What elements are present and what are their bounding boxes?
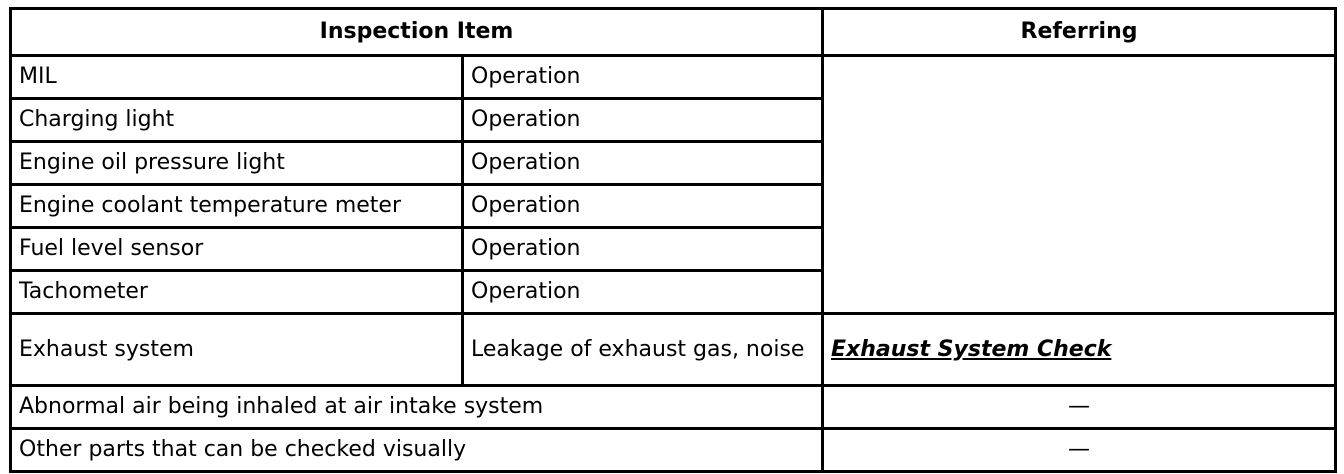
table-row: [11, 56, 1336, 99]
header-referring: Referring: [823, 9, 1336, 56]
inspection-item-cell: Other parts that can be checked visually: [11, 429, 823, 472]
header-inspection-item: Inspection Item: [11, 9, 823, 56]
inspection-item-cell: Fuel level sensor: [11, 228, 463, 271]
check-cell: Leakage of exhaust gas, noise: [463, 314, 823, 386]
referring-cell: —: [823, 386, 1336, 429]
inspection-item-cell: Engine oil pressure light: [11, 142, 463, 185]
inspection-item-cell: Engine coolant temperature meter: [11, 185, 463, 228]
inspection-table: [9, 7, 1337, 473]
check-cell: Operation: [463, 99, 823, 142]
table-row: [11, 429, 1336, 472]
table-row: [11, 314, 1336, 386]
referring-cell: [823, 314, 1336, 386]
referring-cell-empty: [823, 56, 1336, 314]
check-cell: Operation: [463, 56, 823, 99]
inspection-item-cell: Abnormal air being inhaled at air intake system: [11, 386, 823, 429]
check-cell: Operation: [463, 271, 823, 314]
inspection-item-cell: Charging light: [11, 99, 463, 142]
inspection-item-cell: MIL: [11, 56, 463, 99]
inspection-item-cell: Tachometer: [11, 271, 463, 314]
referring-cell: —: [823, 429, 1336, 472]
exhaust-system-check-link[interactable]: Exhaust System Check: [831, 336, 1112, 362]
check-cell: Operation: [463, 142, 823, 185]
check-cell: Operation: [463, 228, 823, 271]
inspection-item-cell: Exhaust system: [11, 314, 463, 386]
header-row: [11, 9, 1336, 56]
table-row: [11, 386, 1336, 429]
check-cell: Operation: [463, 185, 823, 228]
